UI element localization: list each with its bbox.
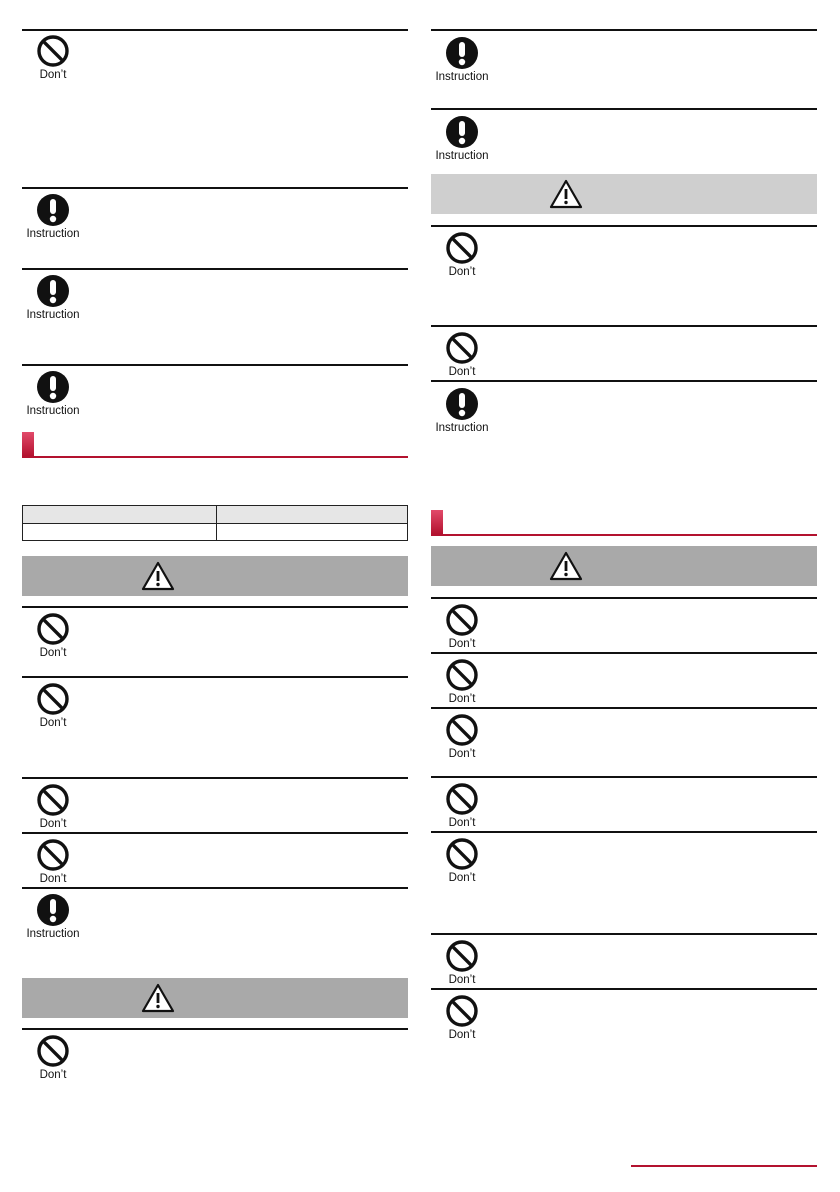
- warning-triangle-icon: [141, 983, 175, 1013]
- dont-label: Don’t: [39, 818, 67, 830]
- instruction-symbol: [18, 274, 88, 322]
- prohibition-icon: [36, 682, 70, 716]
- section-marker: [431, 510, 443, 534]
- dont-label: Don’t: [448, 1029, 476, 1041]
- dont-symbol: [18, 34, 88, 82]
- divider: [431, 225, 817, 227]
- prohibition-icon: [36, 34, 70, 68]
- prohibition-icon: [445, 713, 479, 747]
- dont-label: Don’t: [39, 717, 67, 729]
- table-header-cell: [23, 506, 217, 524]
- spec-table: [22, 505, 408, 541]
- warning-banner: [22, 978, 408, 1018]
- section-heading: [22, 432, 408, 458]
- divider: [22, 676, 408, 678]
- prohibition-icon: [445, 603, 479, 637]
- divider: [22, 887, 408, 889]
- prohibition-icon: [445, 658, 479, 692]
- section-marker: [22, 432, 34, 456]
- divider: [22, 187, 408, 189]
- divider: [431, 29, 817, 31]
- dont-label: Don’t: [448, 638, 476, 650]
- instruction-label: Instruction: [435, 71, 489, 83]
- prohibition-icon: [36, 838, 70, 872]
- divider: [431, 776, 817, 778]
- dont-symbol: [18, 783, 88, 831]
- table-cell: [217, 524, 408, 541]
- table-row: [23, 524, 408, 541]
- divider: [431, 831, 817, 833]
- warning-triangle-icon: [549, 551, 583, 581]
- section-rule: [431, 534, 817, 536]
- dont-symbol: [427, 994, 497, 1042]
- caution-banner: [431, 174, 817, 214]
- dont-symbol: [18, 838, 88, 886]
- warning-banner: [22, 556, 408, 596]
- exclamation-icon: [36, 893, 70, 927]
- exclamation-icon: [445, 387, 479, 421]
- dont-symbol: [18, 612, 88, 660]
- instruction-symbol: [427, 387, 497, 435]
- table-header-cell: [217, 506, 408, 524]
- dont-label: Don’t: [39, 1069, 67, 1081]
- dont-symbol: [18, 682, 88, 730]
- prohibition-icon: [445, 994, 479, 1028]
- dont-label: Don’t: [448, 872, 476, 884]
- warning-triangle-icon: [549, 179, 583, 209]
- section-heading: [431, 510, 817, 536]
- exclamation-icon: [445, 36, 479, 70]
- section-rule: [22, 456, 408, 458]
- table-header-row: [23, 506, 408, 524]
- divider: [431, 652, 817, 654]
- divider: [22, 364, 408, 366]
- divider: [431, 325, 817, 327]
- divider: [431, 597, 817, 599]
- divider: [431, 108, 817, 110]
- dont-label: Don’t: [448, 974, 476, 986]
- dont-symbol: [427, 658, 497, 706]
- warning-banner: [431, 546, 817, 586]
- warning-triangle-icon: [141, 561, 175, 591]
- dont-symbol: [427, 331, 497, 379]
- dont-symbol: [427, 837, 497, 885]
- dont-symbol: [427, 713, 497, 761]
- divider: [22, 1028, 408, 1030]
- divider: [431, 933, 817, 935]
- dont-label: Don’t: [448, 817, 476, 829]
- divider: [431, 707, 817, 709]
- prohibition-icon: [445, 939, 479, 973]
- table-cell: [23, 524, 217, 541]
- dont-label: Don’t: [448, 366, 476, 378]
- instruction-label: Instruction: [26, 405, 80, 417]
- instruction-label: Instruction: [26, 928, 80, 940]
- prohibition-icon: [445, 782, 479, 816]
- dont-symbol: [18, 1034, 88, 1082]
- dont-label: Don’t: [39, 647, 67, 659]
- dont-label: Don’t: [39, 873, 67, 885]
- footer-rule: [631, 1165, 817, 1167]
- instruction-label: Instruction: [435, 150, 489, 162]
- instruction-symbol: [18, 370, 88, 418]
- instruction-symbol: [427, 36, 497, 84]
- prohibition-icon: [36, 1034, 70, 1068]
- exclamation-icon: [36, 193, 70, 227]
- instruction-symbol: [18, 193, 88, 241]
- instruction-symbol: [18, 893, 88, 941]
- dont-symbol: [427, 231, 497, 279]
- divider: [431, 988, 817, 990]
- divider: [22, 777, 408, 779]
- prohibition-icon: [36, 612, 70, 646]
- divider: [22, 268, 408, 270]
- prohibition-icon: [445, 331, 479, 365]
- dont-label: Don’t: [448, 693, 476, 705]
- exclamation-icon: [36, 274, 70, 308]
- dont-label: Don’t: [448, 748, 476, 760]
- exclamation-icon: [445, 115, 479, 149]
- divider: [431, 380, 817, 382]
- instruction-label: Instruction: [435, 422, 489, 434]
- dont-symbol: [427, 782, 497, 830]
- prohibition-icon: [445, 231, 479, 265]
- instruction-label: Instruction: [26, 309, 80, 321]
- instruction-label: Instruction: [26, 228, 80, 240]
- prohibition-icon: [445, 837, 479, 871]
- prohibition-icon: [36, 783, 70, 817]
- dont-label: Don’t: [448, 266, 476, 278]
- divider: [22, 606, 408, 608]
- dont-symbol: [427, 603, 497, 651]
- instruction-symbol: [427, 115, 497, 163]
- dont-symbol: [427, 939, 497, 987]
- exclamation-icon: [36, 370, 70, 404]
- dont-label: Don’t: [39, 69, 67, 81]
- divider: [22, 29, 408, 31]
- divider: [22, 832, 408, 834]
